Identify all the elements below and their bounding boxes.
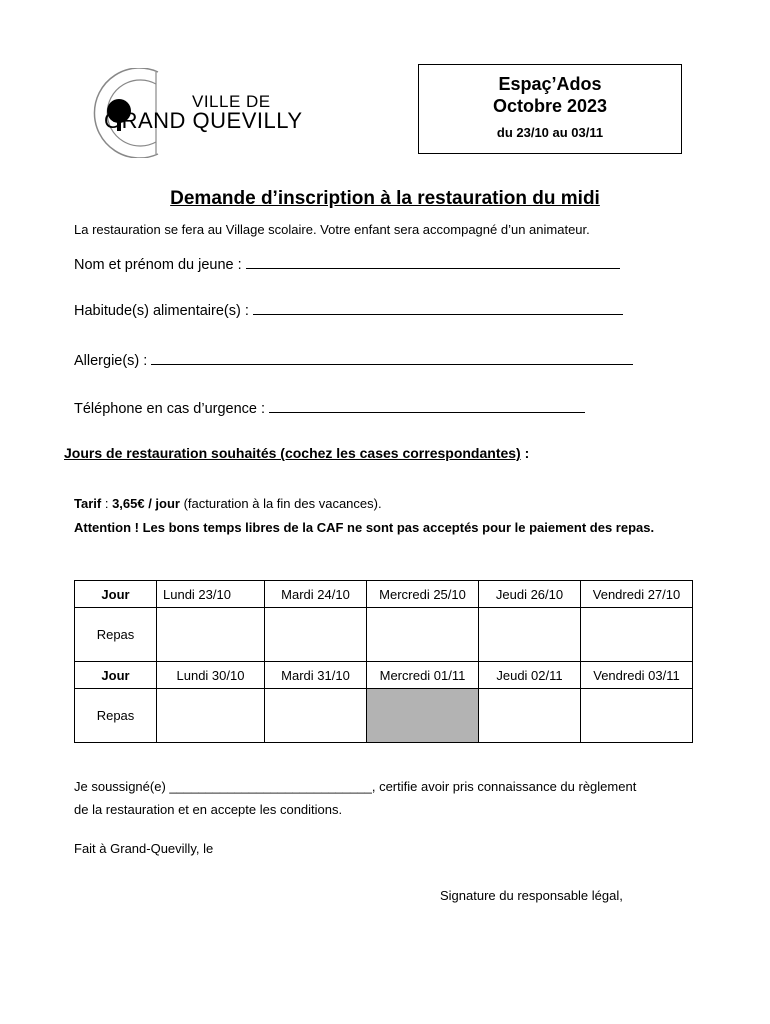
intro-text: La restauration se fera au Village scolaire. Votre enfant sera accompagné d’un animateur.: [74, 222, 590, 237]
logo-line2: GRAND QUEVILLY: [104, 108, 303, 133]
header-month: Octobre 2023: [492, 96, 608, 116]
habits-input-line[interactable]: [253, 300, 623, 315]
header-dates: du 23/10 au 03/11: [496, 125, 604, 140]
day-cell: Jeudi 02/11: [479, 662, 581, 689]
certify-line2: de la restauration et en accepte les conditions.: [74, 802, 343, 817]
allergy-field: [74, 350, 633, 369]
certify-line: [74, 779, 636, 794]
day-cell: Lundi 23/10: [157, 581, 265, 608]
day-cell: Mercredi 01/11: [367, 662, 479, 689]
meal-cell-unavailable: [367, 689, 479, 743]
day-cell: Vendredi 27/10: [581, 581, 693, 608]
meal-checkbox-cell[interactable]: [581, 689, 693, 743]
table-row-week2-days: [75, 662, 693, 689]
meal-checkbox-cell[interactable]: [265, 608, 367, 662]
repas-label: Repas: [75, 689, 157, 743]
name-field: [74, 254, 620, 273]
phone-label: Téléphone en cas d’urgence :: [74, 401, 266, 417]
day-cell: Vendredi 03/11: [581, 662, 693, 689]
day-cell: Mardi 31/10: [265, 662, 367, 689]
tarif-label: Tarif: [74, 496, 102, 511]
days-table: [74, 580, 693, 743]
repas-label: Repas: [75, 608, 157, 662]
meal-checkbox-cell[interactable]: [157, 608, 265, 662]
meal-checkbox-cell[interactable]: [157, 689, 265, 743]
signature-label: Signature du responsable légal,: [440, 888, 623, 903]
day-cell: Mardi 24/10: [265, 581, 367, 608]
certify-prefix: Je soussigné(e): [74, 779, 170, 794]
days-heading-text: Jours de restauration souhaités (cochez les cases correspondantes): [64, 445, 521, 461]
allergy-input-line[interactable]: [151, 350, 633, 365]
day-cell: Jeudi 26/10: [479, 581, 581, 608]
day-cell: Mercredi 25/10: [367, 581, 479, 608]
phone-input-line[interactable]: [269, 398, 585, 413]
name-label: Nom et prénom du jeune :: [74, 257, 242, 273]
table-row-week2-meals: [75, 689, 693, 743]
meal-checkbox-cell[interactable]: [265, 689, 367, 743]
meal-checkbox-cell[interactable]: [479, 608, 581, 662]
table-row-week1-days: [75, 581, 693, 608]
phone-field: [74, 398, 585, 417]
day-cell: Lundi 30/10: [157, 662, 265, 689]
meal-checkbox-cell[interactable]: [367, 608, 479, 662]
name-input-line[interactable]: [246, 254, 620, 269]
place-line: Fait à Grand-Quevilly, le: [74, 841, 214, 856]
logo-line1: VILLE DE: [192, 92, 271, 111]
habits-field: [74, 300, 623, 319]
certify-suffix: , certifie avoir pris connaissance du règlement: [371, 779, 637, 794]
meal-checkbox-cell[interactable]: [581, 608, 693, 662]
tarif-price: 3,65€ / jour: [112, 496, 180, 511]
header-box: [418, 64, 682, 154]
meal-checkbox-cell[interactable]: [479, 689, 581, 743]
days-heading: [64, 445, 529, 461]
jour-label: Jour: [75, 581, 157, 608]
form-title: Demande d’inscription à la restauration du midi: [170, 188, 600, 209]
city-logo: [76, 68, 316, 158]
allergy-label: Allergie(s) :: [74, 353, 148, 369]
attention-note: Attention ! Les bons temps libres de la CAF ne sont pas acceptés pour le paiement des repas.: [74, 520, 655, 535]
header-title: Espaç’Ados: [498, 74, 602, 94]
tarif-sep: :: [101, 496, 113, 511]
jour-label: Jour: [75, 662, 157, 689]
tarif-line: [74, 496, 382, 511]
habits-label: Habitude(s) alimentaire(s) :: [74, 303, 249, 319]
tarif-note: (facturation à la fin des vacances).: [179, 496, 382, 511]
days-heading-suffix: :: [520, 445, 530, 461]
certify-name-line[interactable]: ____________________________: [169, 779, 372, 794]
table-row-week1-meals: [75, 608, 693, 662]
